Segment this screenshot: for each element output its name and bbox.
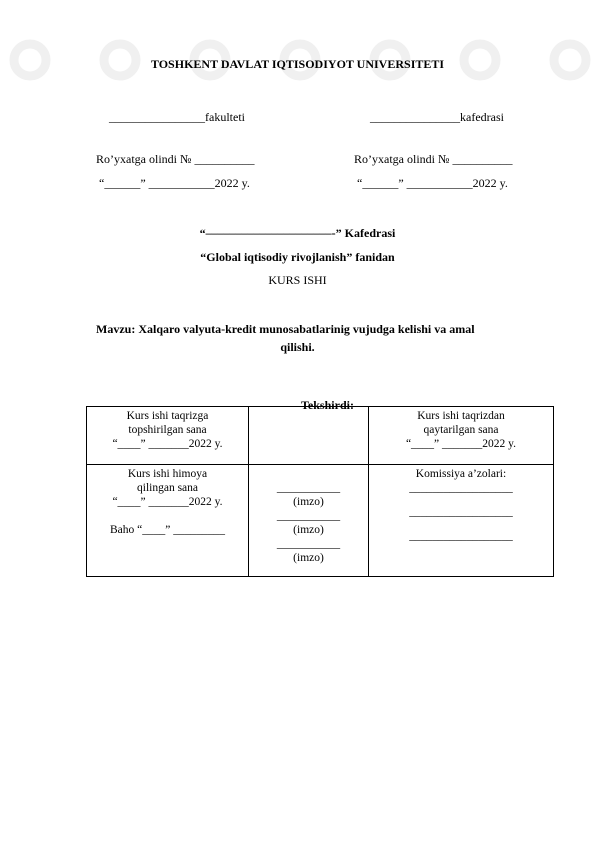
returned-from-review-cell bbox=[369, 407, 554, 465]
cell-text: qaytarilgan sana bbox=[423, 424, 499, 436]
signature-line: ___________ bbox=[276, 482, 341, 494]
member-line: __________________ bbox=[409, 530, 513, 542]
grade-line: Baho “____” _________ bbox=[110, 524, 225, 536]
topic-line-1: Mavzu: Xalqaro valyuta-kredit munosabatlarinig vujudga kelishi va amal bbox=[96, 322, 475, 336]
empty-cell bbox=[249, 407, 369, 465]
signature-line: ___________ bbox=[276, 510, 341, 522]
cell-text: Kurs ishi taqrizga bbox=[126, 410, 209, 422]
signature-cell bbox=[249, 465, 369, 577]
table-row bbox=[87, 407, 554, 465]
right-registration-number: Ro’yxatga olindi № __________ bbox=[354, 152, 513, 166]
university-name: TOSHKENT DAVLAT IQTISODIYOT UNIVERSITETI bbox=[150, 57, 445, 71]
cell-text: “____” _______2022 y. bbox=[112, 496, 223, 508]
cell-text: Komissiya a’zolari: bbox=[415, 468, 507, 480]
right-registration-date: “______” ___________2022 y. bbox=[357, 176, 508, 190]
signature-label: (imzo) bbox=[293, 524, 324, 536]
cell-spacer bbox=[372, 495, 550, 505]
member-line: __________________ bbox=[409, 482, 513, 494]
cell-text: “____” _______2022 y. bbox=[112, 438, 223, 450]
department-line: _______________kafedrasi bbox=[370, 110, 504, 124]
signature-line: ___________ bbox=[276, 538, 341, 550]
signature-label: (imzo) bbox=[293, 496, 324, 508]
member-line: __________________ bbox=[409, 506, 513, 518]
left-registration-number: Ro’yxatga olindi № __________ bbox=[96, 152, 255, 166]
topic-line-2: qilishi. bbox=[280, 340, 315, 354]
commission-members-cell bbox=[369, 465, 554, 577]
cell-text: “____” _______2022 y. bbox=[405, 438, 517, 450]
cell-spacer bbox=[372, 519, 550, 529]
signature-label: (imzo) bbox=[293, 552, 324, 564]
table-row bbox=[87, 465, 554, 577]
cell-text: qilingan sana bbox=[137, 482, 198, 494]
faculty-line: ________________fakulteti bbox=[109, 110, 245, 124]
cell-text: Kurs ishi taqrizdan bbox=[417, 410, 505, 422]
cell-text: topshirilgan sana bbox=[128, 424, 207, 436]
work-type: KURS ISHI bbox=[268, 273, 327, 287]
checked-label: Tekshirdi: bbox=[301, 398, 354, 412]
cell-spacer bbox=[90, 509, 245, 523]
submitted-for-review-cell bbox=[87, 407, 249, 465]
cell-text: Kurs ishi himoya bbox=[127, 468, 208, 480]
left-registration-date: “______” ___________2022 y. bbox=[99, 176, 250, 190]
kafedra-title: “–––––––––––––––––––––-” Kafedrasi bbox=[199, 226, 396, 240]
subject-title: “Global iqtisodiy rivojlanish” fanidan bbox=[200, 250, 395, 264]
defense-date-cell bbox=[87, 465, 249, 577]
review-table bbox=[86, 406, 554, 577]
